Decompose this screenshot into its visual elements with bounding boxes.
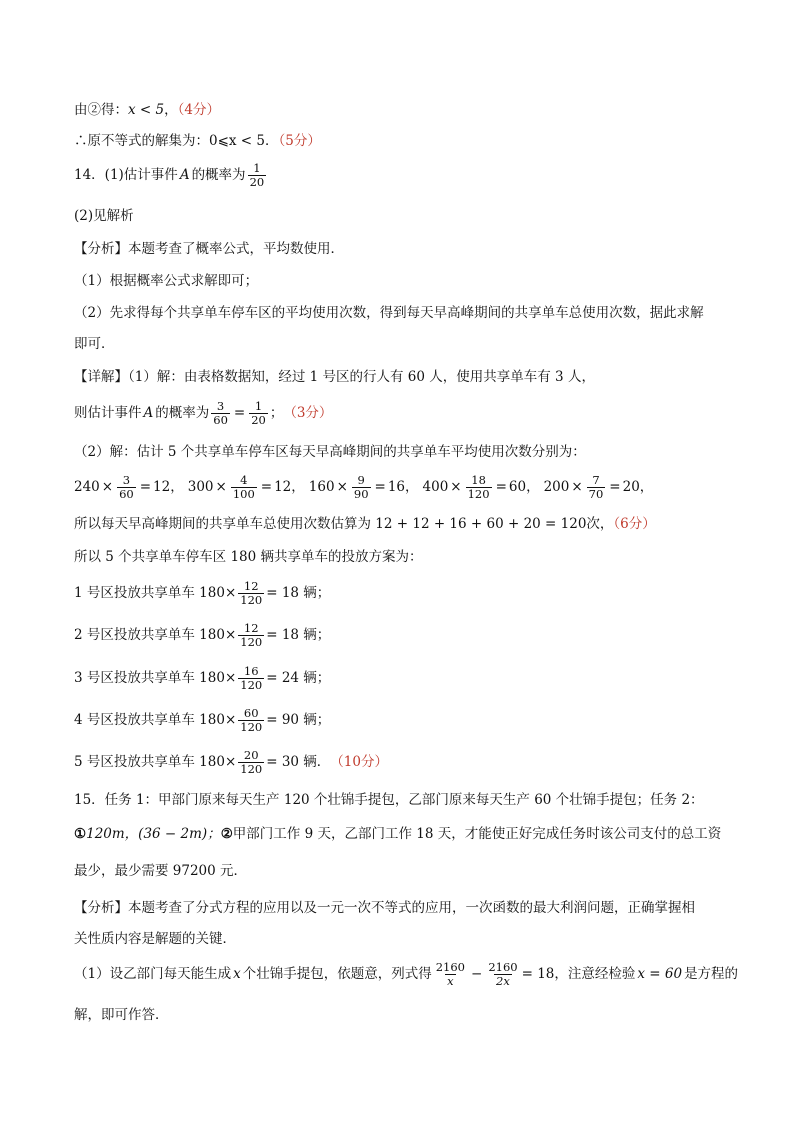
average-intro: （2）解：估计 5 个共享单车停车区每天早高峰期间的共享单车平均使用次数分别为：: [74, 444, 586, 460]
probability-line: 则估计事件 A 的概率为 $\frac{3}{60}$ = $\frac{1}{20}$ ； （3分）: [74, 398, 333, 427]
fraction: $\frac{1}{20}$: [251, 398, 266, 427]
solution-2-cont: 解，即可作答．: [74, 1007, 169, 1023]
analysis-2b: 关性质内容是解题的关键．: [74, 931, 236, 947]
q14-answer-2: (2)见解析: [74, 208, 134, 224]
solution-set-line: ∴原不等式的解集为：0⩽x < 5．（5分）: [74, 133, 321, 149]
analysis-1c: 即可．: [74, 336, 115, 352]
plan-row: 4 号区投放共享单车 180× $\frac{60}{120}$ = 90 辆；: [74, 705, 331, 734]
plan-row: 2 号区投放共享单车 180× $\frac{12}{120}$ = 18 辆；: [74, 620, 331, 649]
fraction: $\frac{3}{60}$: [213, 398, 228, 427]
score: （3分）: [283, 405, 333, 421]
q14-answer-1: 14．(1)估计事件 A 的概率为 $\frac{1}{20}$: [74, 160, 265, 189]
solution-2-line: （1）设乙部门每天能生成 x 个壮锦手提包，依题意，列式得 $\frac{2160}{x}$ − $\frac{2160}{2x}$ = 18，注意经检验 x = 60 是方程的: [74, 959, 739, 988]
q15-task-line: 15．任务 1：甲部门原来每天生产 120 个壮锦手提包，乙部门原来每天生产 60 个壮锦手提包；任务 2：: [74, 792, 704, 808]
analysis-2a: 【分析】本题考查了分式方程的应用以及一元一次不等式的应用，一次函数的最大利润问题，正确掌握相: [74, 900, 695, 916]
analysis-1a: （1）根据概率公式求解即可；: [74, 273, 259, 289]
line-from-2: 由②得：x < 5，（4分）: [74, 102, 220, 118]
fraction: $\frac{1}{20}$: [249, 160, 265, 189]
plan-row: 1 号区投放共享单车 180× $\frac{12}{120}$ = 18 辆；: [74, 578, 331, 607]
plan-intro: 所以 5 个共享单车停车区 180 辆共享单车的投放方案为：: [74, 549, 423, 565]
plan-row: 5 号区投放共享单车 180× $\frac{20}{120}$ = 30 辆． （10分）: [74, 747, 388, 776]
analysis-1: 【分析】本题考查了概率公式，平均数使用．: [74, 241, 344, 257]
detail-1: 【详解】（1）解：由表格数据知，经过 1 号区的行人有 60 人，使用共享单车有 3 人，: [74, 369, 595, 385]
average-calculations: [74, 470, 653, 504]
plan-row: 3 号区投放共享单车 180× $\frac{16}{120}$ = 24 辆；: [74, 663, 331, 692]
score: （5分）: [278, 133, 321, 149]
q15-answer-cont: 最少，最少需要 97200 元．: [74, 863, 248, 879]
avg-item-1: 300 × $\frac{4}{100}$ = 12 ，: [187, 472, 305, 501]
avg-item-3: 400 × $\frac{18}{120}$ = 60 ，: [422, 472, 540, 501]
score: （6分）: [613, 516, 656, 532]
total-line: 所以每天早高峰期间的共享单车总使用次数估算为 12 + 12 + 16 + 60 + 20 = 120次，（6分）: [74, 516, 656, 532]
avg-item-0: 240 × $\frac{3}{60}$ = 12 ，: [74, 472, 184, 501]
analysis-1b: （2）先求得每个共享单车停车区的平均使用次数，得到每天早高峰期间的共享单车总使用次数，据此求解: [74, 305, 704, 321]
score: （4分）: [177, 102, 220, 118]
score: （10分）: [330, 754, 388, 770]
q15-answer-line: ①120m，(36 − 2m)；②甲部门工作 9 天，乙部门工作 18 天，才能使正好完成任务时该公司支付的总工资: [74, 826, 722, 842]
avg-item-4: 200 × $\frac{7}{70}$ = 20 ，: [543, 472, 654, 501]
avg-item-2: 160 × $\frac{9}{90}$ = 16 ，: [308, 472, 419, 501]
